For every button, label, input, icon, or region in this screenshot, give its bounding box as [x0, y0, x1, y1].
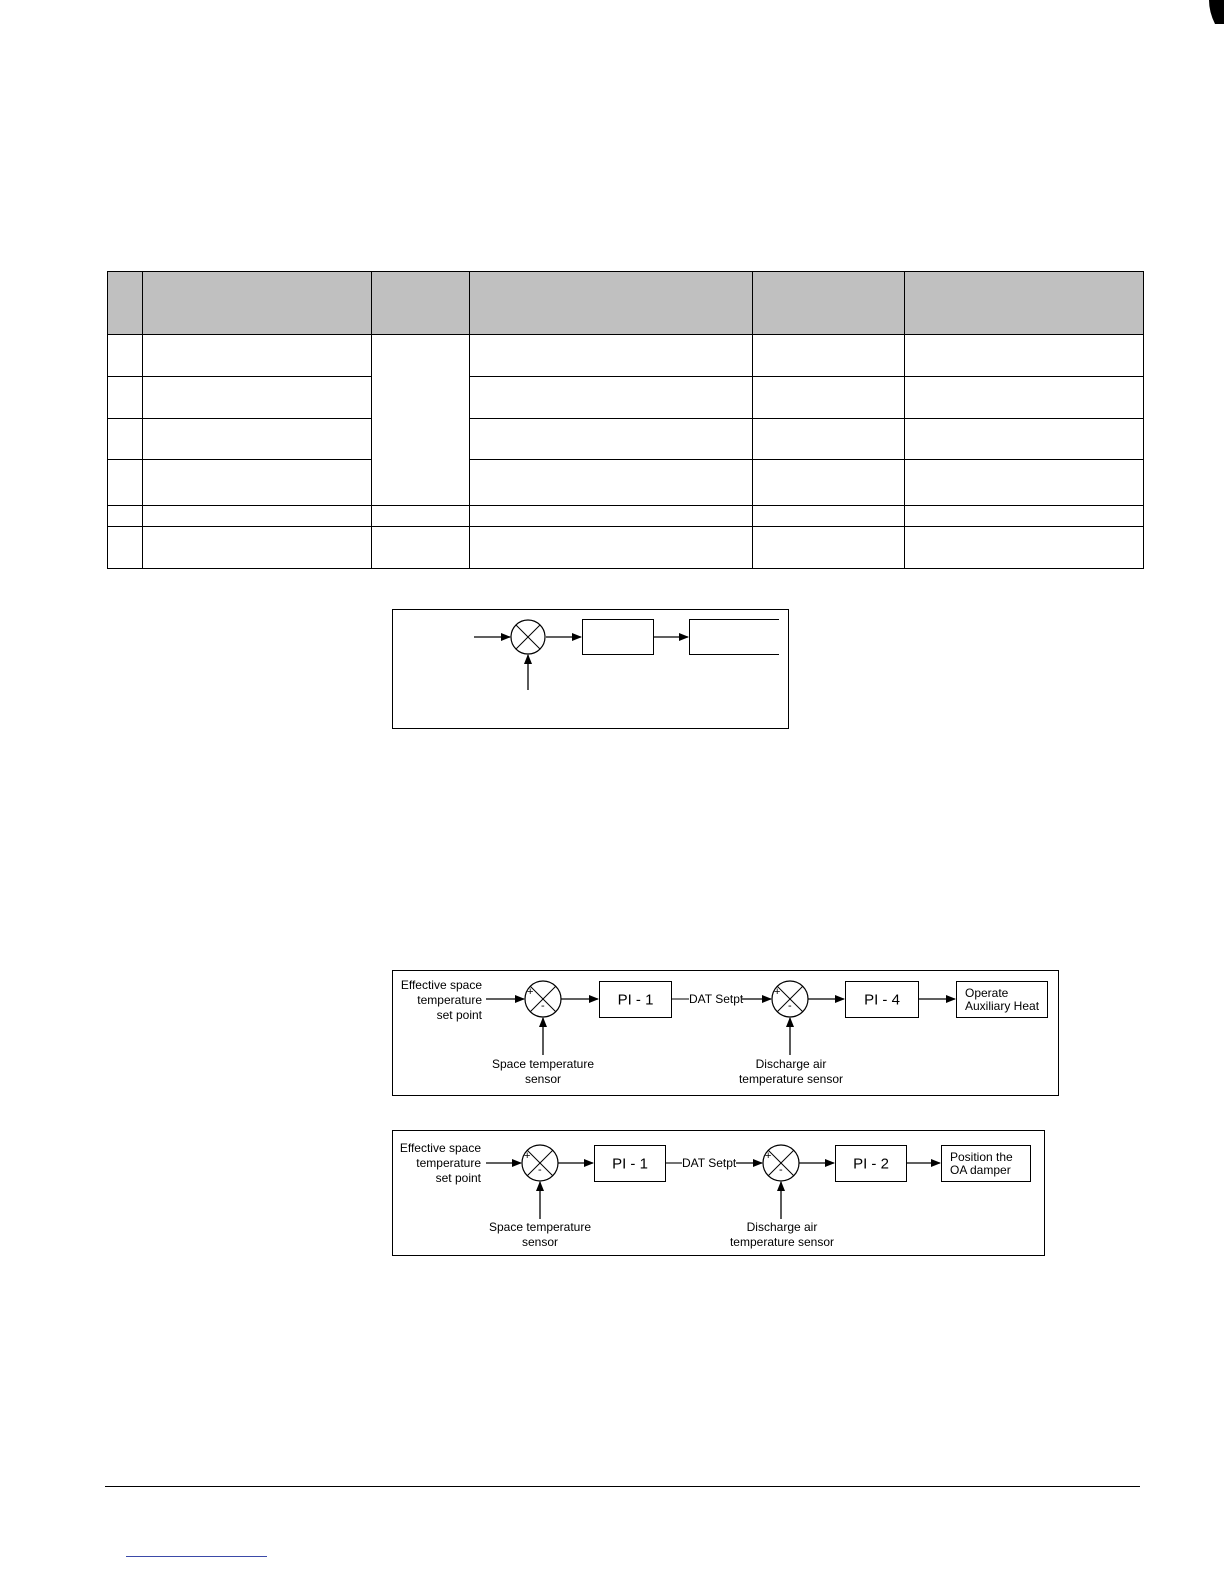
- setpoint-input-label: Effective space temperature set point: [399, 1141, 481, 1185]
- footer-rule: [105, 1486, 1140, 1487]
- oa-damper-output-label: Position the OA damper: [950, 1149, 1013, 1177]
- summer-plus-sign: +: [765, 1150, 772, 1162]
- table-frame: [107, 271, 1144, 569]
- oa-damper-output-block: [941, 1145, 1031, 1182]
- oa-damper-control-diagram: [392, 1130, 1045, 1256]
- blank-block-1: [582, 619, 654, 655]
- space-temp-sensor-label: Space temperature sensor: [491, 1057, 595, 1086]
- discharge-air-sensor-label: Discharge air temperature sensor: [729, 1220, 835, 1249]
- pi-2-label: PI - 2: [853, 1155, 889, 1172]
- pi-1-label: PI - 1: [612, 1155, 648, 1172]
- dat-setpoint-label: DAT Setpt: [689, 992, 744, 1006]
- page-edge-mark: [1209, 0, 1224, 24]
- settings-table: [107, 271, 1144, 569]
- pi-1-block: [599, 981, 672, 1018]
- aux-heat-control-diagram: [392, 970, 1059, 1096]
- summer-plus-sign: +: [524, 1150, 531, 1162]
- summer-minus-sign: -: [538, 1164, 542, 1176]
- aux-heat-output-label: Operate Auxiliary Heat: [965, 985, 1040, 1013]
- blank-block-2: [689, 619, 779, 655]
- pi-1-block: [594, 1145, 666, 1182]
- pi-1-label: PI - 1: [617, 991, 654, 1008]
- summer-plus-sign: +: [774, 986, 781, 998]
- summer-minus-sign: -: [779, 1164, 783, 1176]
- aux-heat-output-block: [956, 981, 1048, 1018]
- dat-setpoint-label: DAT Setpt: [682, 1156, 737, 1170]
- summer-minus-sign: -: [788, 1000, 792, 1012]
- pi-4-label: PI - 4: [864, 991, 900, 1008]
- control-diagram-blank: [392, 609, 789, 729]
- space-temp-sensor-label: Space temperature sensor: [488, 1220, 592, 1249]
- setpoint-input-label: Effective space temperature set point: [400, 978, 482, 1022]
- discharge-air-sensor-label: Discharge air temperature sensor: [738, 1057, 844, 1086]
- summer-plus-sign: +: [527, 986, 534, 998]
- pi-4-block: [845, 981, 919, 1018]
- summer-minus-sign: -: [541, 1000, 545, 1012]
- footer-link-underline[interactable]: [126, 1556, 267, 1557]
- pi-2-block: [835, 1145, 907, 1182]
